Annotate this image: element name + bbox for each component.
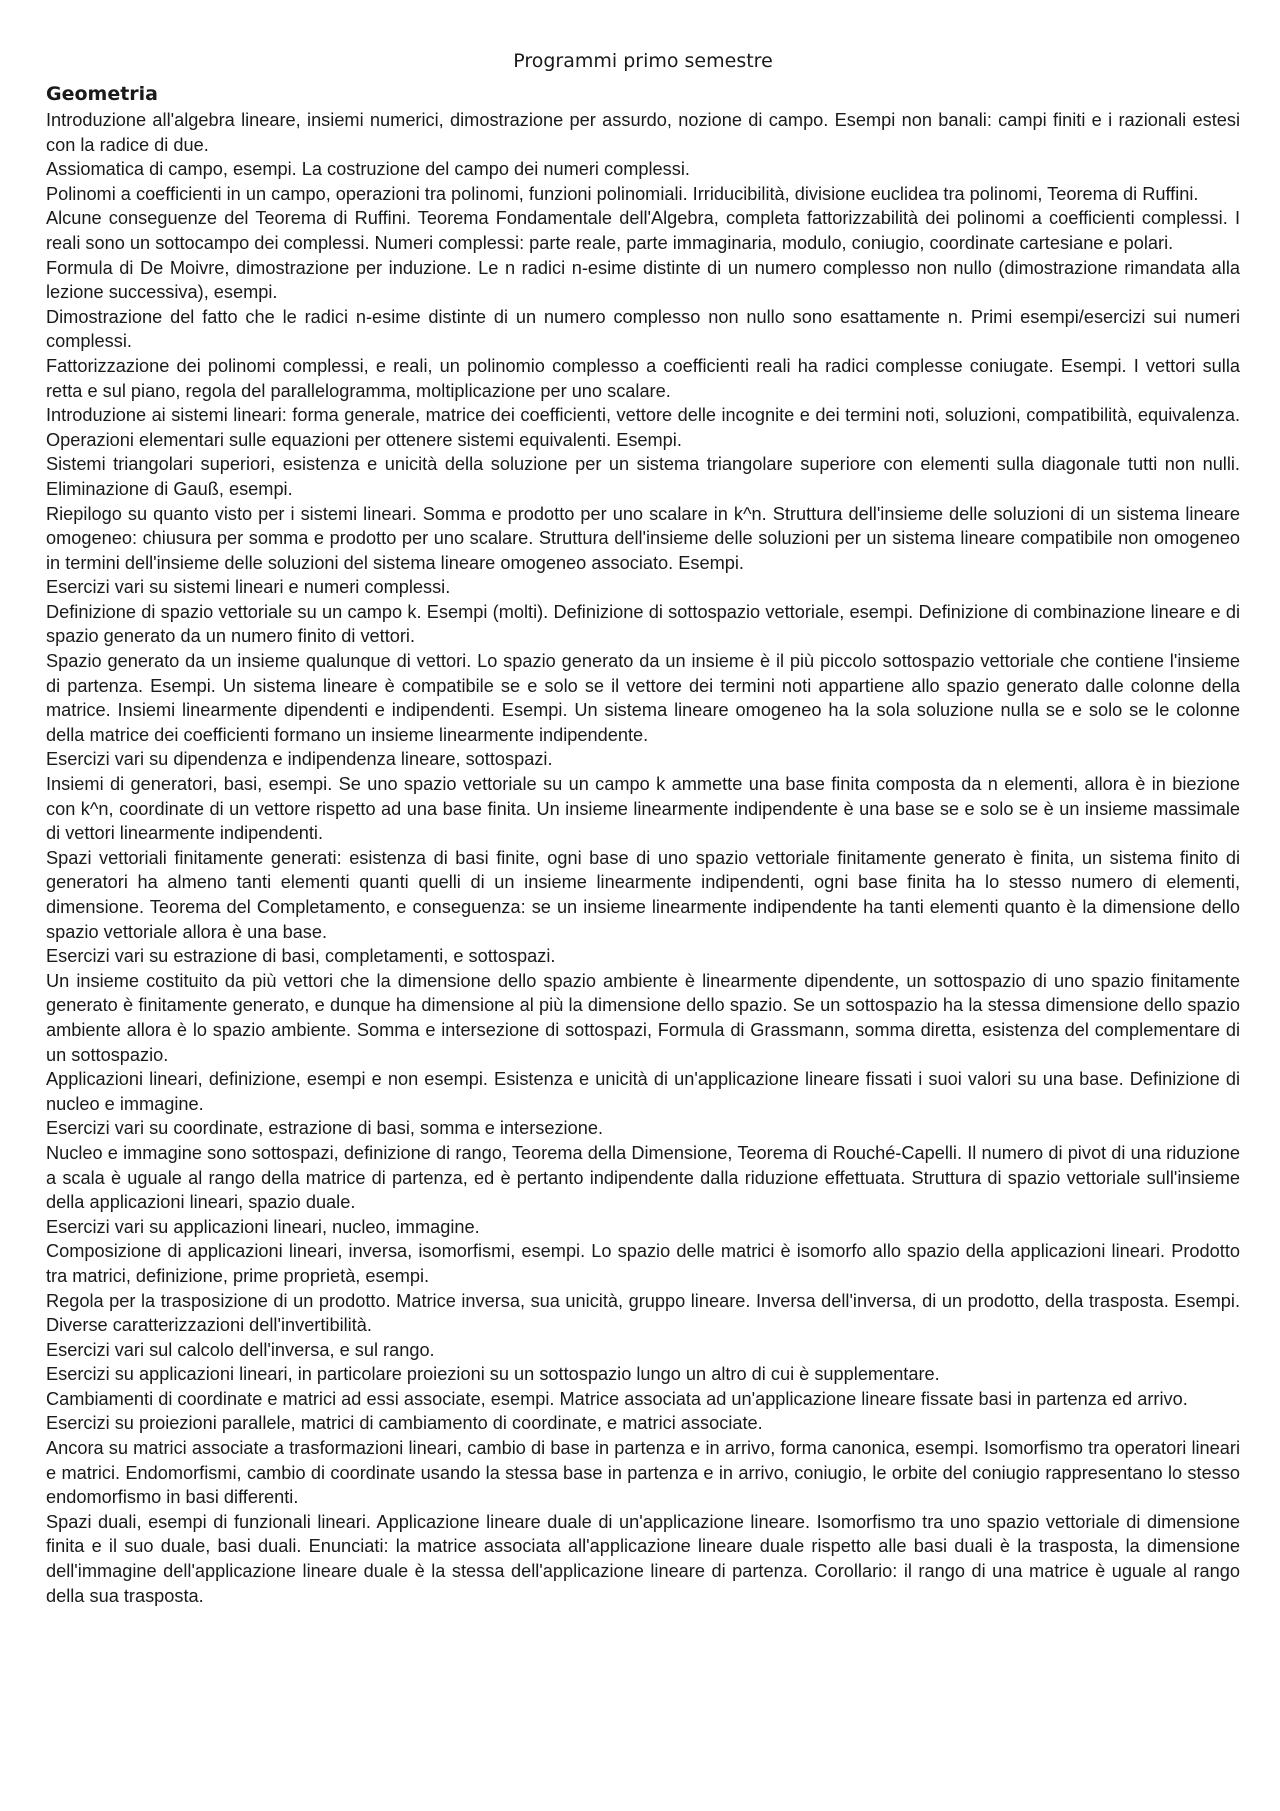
paragraph: Dimostrazione del fatto che le radici n-esime distinte di un numero complesso non nullo sono esattamente n. Primi esempi/esercizi sui numeri complessi.	[46, 306, 1240, 352]
paragraph: Nucleo e immagine sono sottospazi, definizione di rango, Teorema della Dimensione, Teorema di Rouché-Capelli. Il numero di pivot di una riduzione a scala è uguale al rango della matrice di partenza, ed è pertanto indipendente dalla riduzione effettuata. Struttura di spazio vettoriale sull'insieme della applicazioni lineari, spazio duale.	[46, 1142, 1240, 1213]
paragraph: Esercizi su proiezioni parallele, matrici di cambiamento di coordinate, e matrici associate.	[46, 1413, 763, 1434]
paragraph: Esercizi vari su coordinate, estrazione di basi, somma e intersezione.	[46, 1118, 603, 1139]
paragraph: Spazi duali, esempi di funzionali lineari. Applicazione lineare duale di un'applicazione lineare. Isomorfismo tra uno spazio vettoriale di dimensione finita e il suo duale, basi duali. Enunciati: la matrice associata all'applicazione lineare duale rispetto alle basi duali è la trasposta, la dimensione dell'immagine dell'applicazione lineare duale è la stessa dell'applicazione lineare di partenza. Corollario: il rango di una matrice è uguale al rango della sua trasposta.	[46, 1511, 1240, 1606]
paragraph: Esercizi vari su sistemi lineari e numeri complessi.	[46, 577, 451, 598]
paragraph: Esercizi su applicazioni lineari, in particolare proiezioni su un sottospazio lungo un altro di cui è supplementare.	[46, 1364, 940, 1385]
paragraph: Introduzione ai sistemi lineari: forma generale, matrice dei coefficienti, vettore delle incognite e dei termini noti, soluzioni, compatibilità, equivalenza. Operazioni elementari sulle equazioni per ottenere sistemi equivalenti. Esempi.	[46, 405, 1240, 450]
paragraph: Esercizi vari sul calcolo dell'inversa, e sul rango.	[46, 1339, 435, 1360]
paragraph: Fattorizzazione dei polinomi complessi, e reali, un polinomio complesso a coefficienti reali ha radici complesse coniugate. Esempi. I vettori sulla retta e sul piano, regola del parallelogramma, moltiplicazione per uno scalare.	[46, 355, 1240, 401]
paragraph: Definizione di spazio vettoriale su un campo k. Esempi (molti). Definizione di sottospazio vettoriale, esempi. Definizione di combinazione lineare e di spazio generato da un numero finito di vettori.	[46, 601, 1240, 647]
paragraph: Polinomi a coefficienti in un campo, operazioni tra polinomi, funzioni polinomiali. Irriducibilità, divisione euclidea tra polinomi, Teorema di Ruffini.	[46, 183, 1199, 204]
paragraph: Assiomatica di campo, esempi. La costruzione del campo dei numeri complessi.	[46, 159, 690, 180]
paragraph: Spazi vettoriali finitamente generati: esistenza di basi finite, ogni base di uno spazio vettoriale finitamente generato è finita, un sistema finito di generatori ha almeno tanti elementi quanti quelli di un insieme linearmente indipendenti, ogni base finita ha lo stesso numero di elementi, dimensione. Teorema del Completamento, e conseguenza: se un insieme linearmente indipendente ha tanti elementi quanto è la dimensione dello spazio vettoriale allora è una base.	[46, 847, 1240, 942]
section-heading: Geometria	[46, 83, 159, 105]
paragraph: Esercizi vari su estrazione di basi, completamenti, e sottospazi.	[46, 946, 556, 967]
paragraph: Ancora su matrici associate a trasformazioni lineari, cambio di base in partenza e in arrivo, forma canonica, esempi. Isomorfismo tra operatori lineari e matrici. Endomorfismi, cambio di coordinate usando la stessa base in partenza e in arrivo, coniugio, le orbite del coniugio rappresentano lo stesso endomorfismo in basi differenti.	[46, 1438, 1240, 1508]
paragraph: Applicazioni lineari, definizione, esempi e non esempi. Esistenza e unicità di un'applicazione lineare fissati i suoi valori su una base. Definizione di nucleo e immagine.	[46, 1069, 1240, 1114]
document-page	[46, 46, 1240, 1608]
paragraph: Formula di De Moivre, dimostrazione per induzione. Le n radici n-esime distinte di un numero complesso non nullo (dimostrazione rimandata alla lezione successiva), esempi.	[46, 257, 1240, 303]
paragraph: Un insieme costituito da più vettori che la dimensione dello spazio ambiente è linearmente dipendente, un sottospazio di uno spazio finitamente generato è finitamente generato, e dunque ha dimensione al più la dimensione dello spazio. Se un sottospazio ha la stessa dimensione dello spazio ambiente allora è lo spazio ambiente. Somma e intersezione di sottospazi, Formula di Grassmann, somma diretta, esistenza del complementare di un sottospazio.	[46, 970, 1240, 1065]
paragraph: Alcune conseguenze del Teorema di Ruffini. Teorema Fondamentale dell'Algebra, completa fattorizzabilità dei polinomi a coefficienti complessi. I reali sono un sottocampo dei complessi. Numeri complessi: parte reale, parte immaginaria, modulo, coniugio, coordinate cartesiane e polari.	[46, 208, 1240, 253]
paragraph: Cambiamenti di coordinate e matrici ad essi associate, esempi. Matrice associata ad un'applicazione lineare fissate basi in partenza ed arrivo.	[46, 1388, 1188, 1409]
document-title: Programmi primo semestre	[513, 50, 773, 72]
paragraph: Composizione di applicazioni lineari, inversa, isomorfismi, esempi. Lo spazio delle matrici è isomorfo allo spazio della applicazioni lineari. Prodotto tra matrici, definizione, prime proprietà, esempi.	[46, 1241, 1240, 1286]
paragraph: Esercizi vari su applicazioni lineari, nucleo, immagine.	[46, 1216, 480, 1237]
paragraph: Riepilogo su quanto visto per i sistemi lineari. Somma e prodotto per uno scalare in k^n. Struttura dell'insieme delle soluzioni di un sistema lineare omogeneo: chiusura per somma e prodotto per uno scalare. Struttura dell'insieme delle soluzioni per un sistema lineare compatibile non omogeneo in termini dell'insieme delle soluzioni del sistema lineare omogeneo associato. Esempi.	[46, 503, 1240, 573]
paragraph: Sistemi triangolari superiori, esistenza e unicità della soluzione per un sistema triangolare superiore con elementi sulla diagonale tutti non nulli. Eliminazione di Gauß, esempi.	[46, 454, 1240, 499]
paragraph-list	[46, 108, 1240, 1608]
paragraph: Esercizi vari su dipendenza e indipendenza lineare, sottospazi.	[46, 749, 553, 770]
paragraph: Spazio generato da un insieme qualunque di vettori. Lo spazio generato da un insieme è il più piccolo sottospazio vettoriale che contiene l'insieme di partenza. Esempi. Un sistema lineare è compatibile se e solo se il vettore dei termini noti appartiene allo spazio generato dalle colonne della matrice. Insiemi linearmente dipendenti e indipendenti. Esempi. Un sistema lineare omogeneo ha la sola soluzione nulla se e solo se le colonne della matrice dei coefficienti formano un insieme linearmente indipendente.	[46, 651, 1240, 745]
paragraph: Regola per la trasposizione di un prodotto. Matrice inversa, sua unicità, gruppo lineare. Inversa dell'inversa, di un prodotto, della trasposta. Esempi. Diverse caratterizzazioni dell'invertibilità.	[46, 1290, 1240, 1336]
paragraph: Introduzione all'algebra lineare, insiemi numerici, dimostrazione per assurdo, nozione di campo. Esempi non banali: campi finiti e i razionali estesi con la radice di due.	[46, 110, 1240, 155]
paragraph: Insiemi di generatori, basi, esempi. Se uno spazio vettoriale su un campo k ammette una base finita composta da n elementi, allora è in biezione con k^n, coordinate di un vettore rispetto ad una base finita. Un insieme linearmente indipendente è una base se e solo se è un insieme massimale di vettori linearmente indipendenti.	[46, 774, 1240, 844]
